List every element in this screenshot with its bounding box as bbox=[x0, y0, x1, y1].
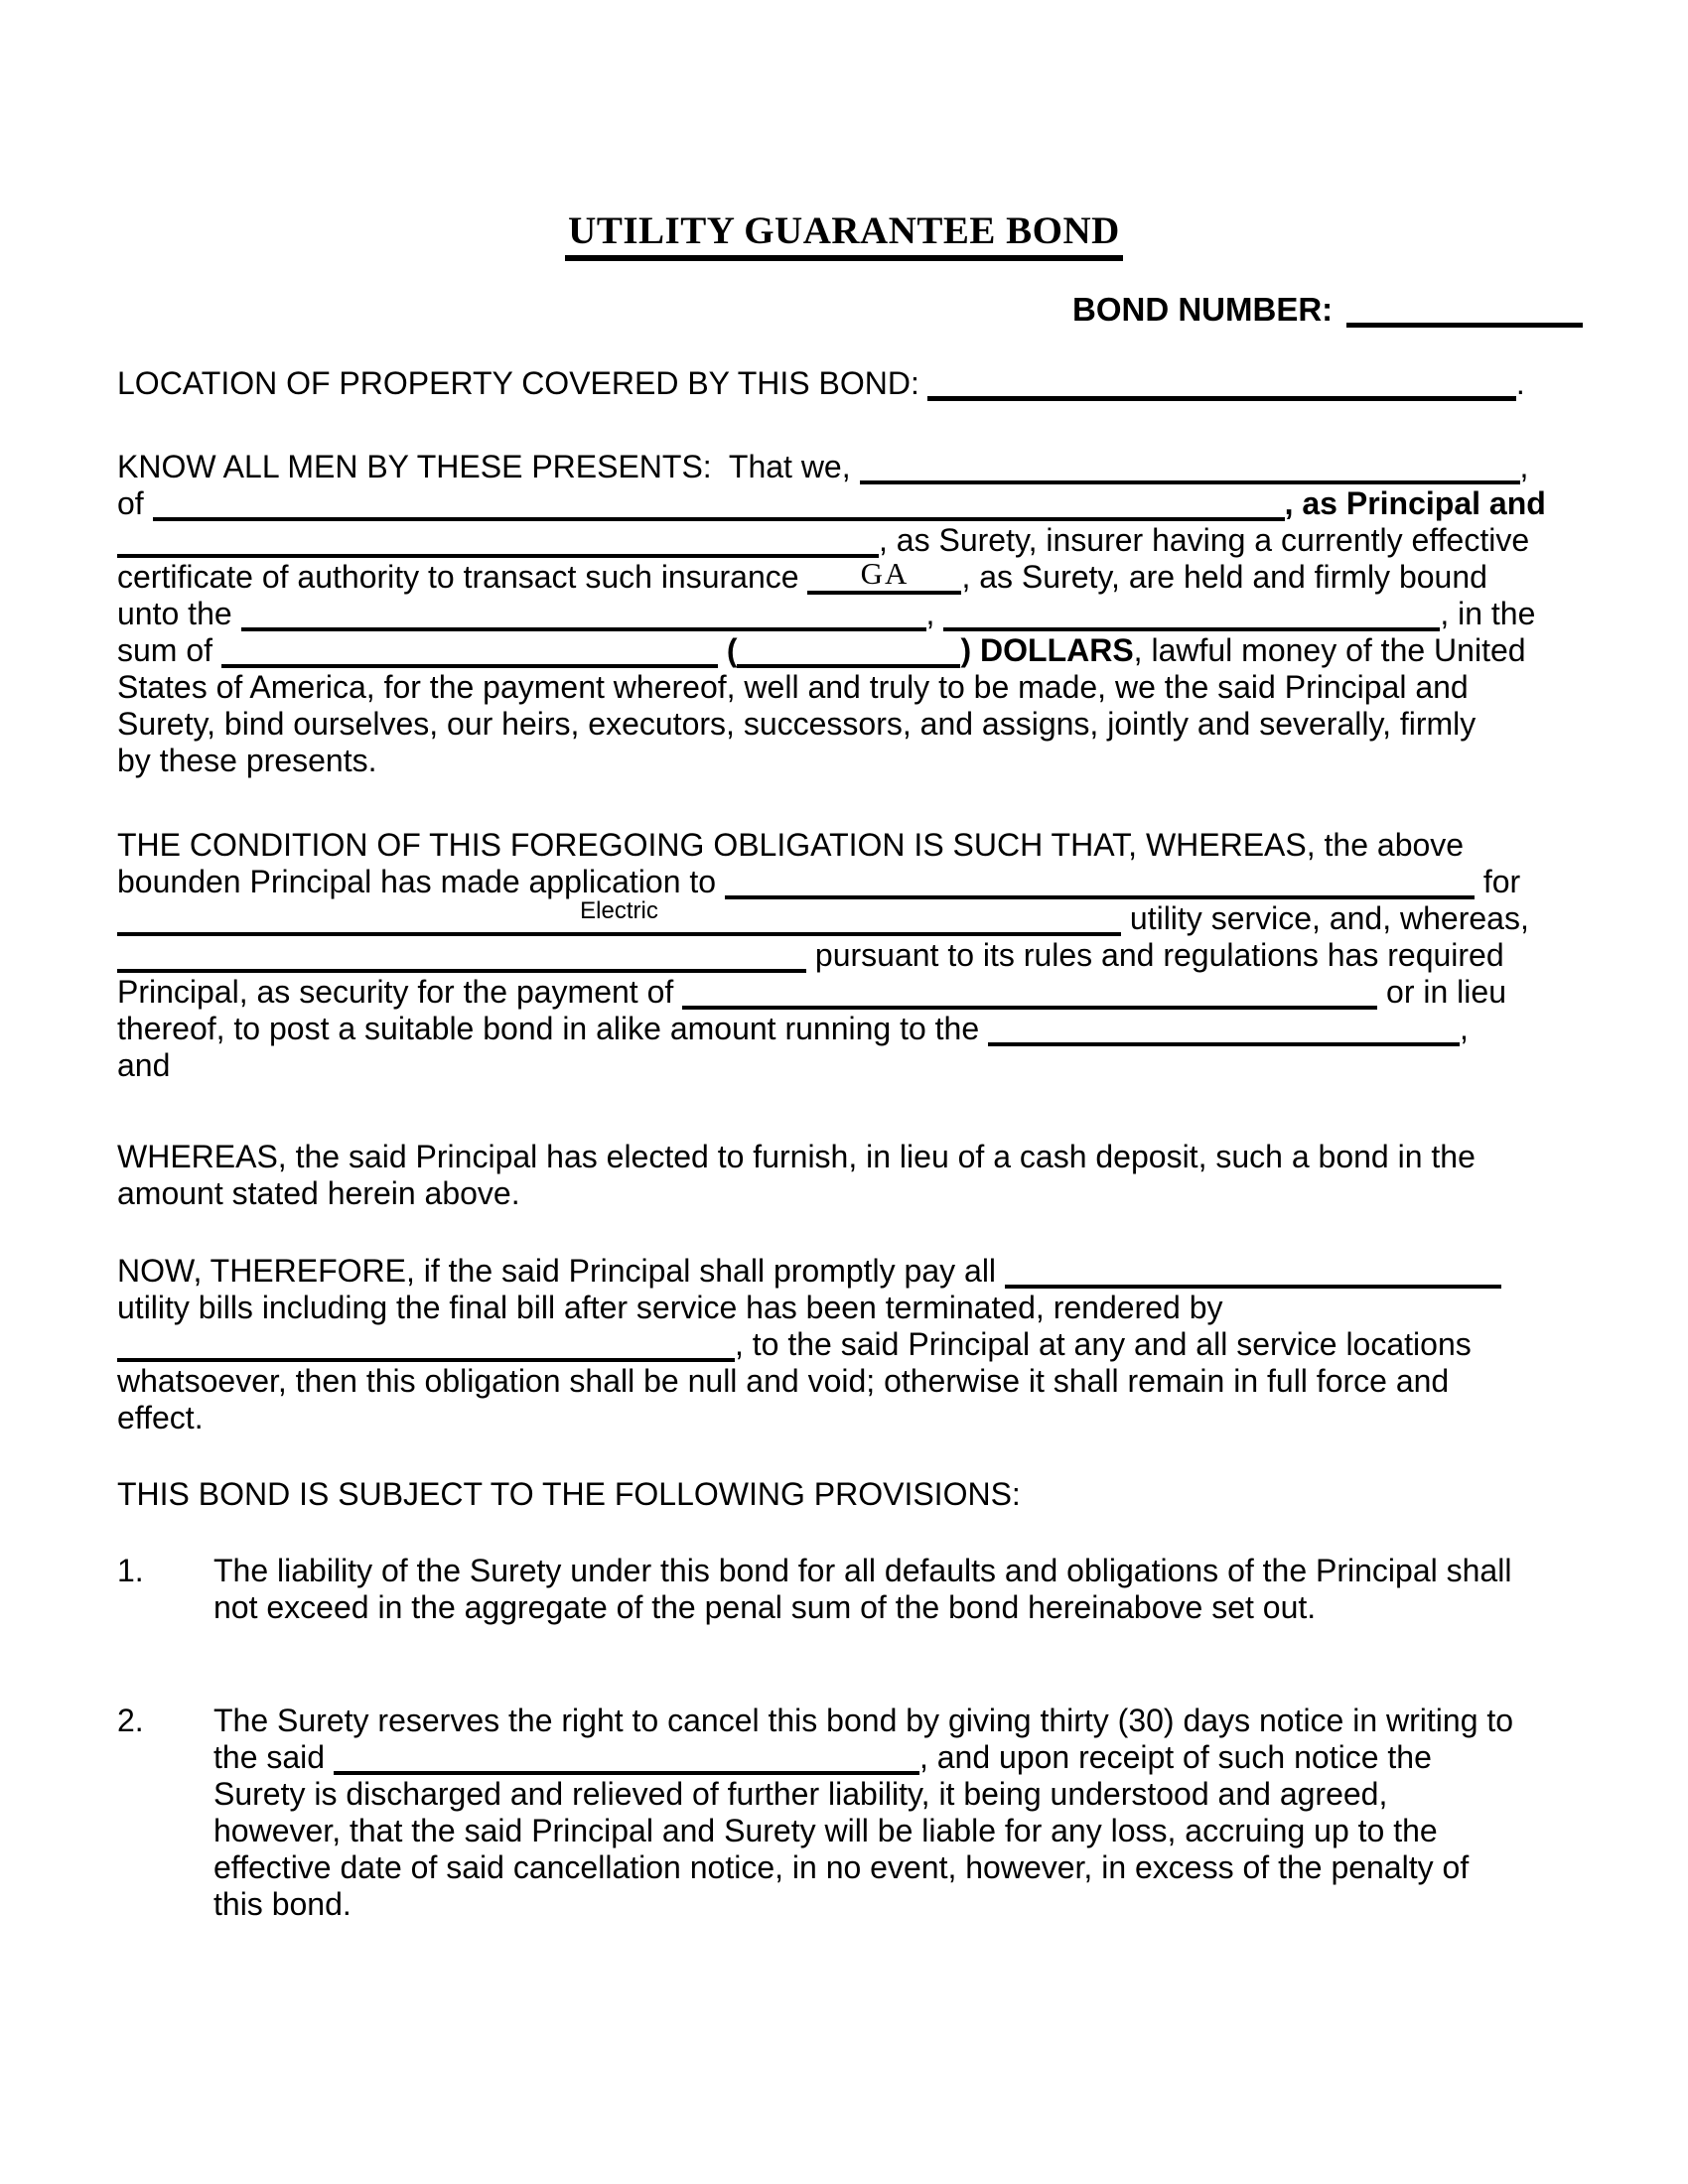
text-run: THE CONDITION OF THIS FOREGOING OBLIGATION IS SUCH THAT, WHEREAS, the above bbox=[117, 827, 1465, 863]
principal-address-field[interactable] bbox=[153, 487, 1285, 521]
payment-of-field[interactable] bbox=[682, 976, 1377, 1010]
sum-written-field[interactable] bbox=[221, 634, 718, 668]
text-run: , bbox=[925, 596, 944, 631]
text-line bbox=[117, 864, 1529, 900]
text-run: or in lieu bbox=[1377, 974, 1506, 1010]
insurance-state-field[interactable] bbox=[807, 556, 961, 595]
text-line bbox=[117, 974, 1529, 1011]
text-run: certificate of authority to transact such insurance bbox=[117, 559, 808, 595]
text-line bbox=[117, 449, 1546, 485]
obligee-city-field[interactable] bbox=[943, 598, 1440, 631]
rendered-by-field[interactable] bbox=[117, 1328, 735, 1362]
text-line bbox=[117, 1476, 1021, 1513]
text-line bbox=[117, 1253, 1501, 1290]
sum-numeric-field[interactable] bbox=[737, 634, 960, 668]
text-run: unto the bbox=[117, 596, 241, 631]
text-line bbox=[117, 485, 1546, 522]
text-run: Principal, as security for the payment of bbox=[117, 974, 683, 1010]
text-run: whatsoever, then this obligation shall be null and void; otherwise it shall remain in full force and bbox=[117, 1363, 1450, 1399]
text-run: the said bbox=[213, 1739, 334, 1775]
text-run: of bbox=[117, 485, 153, 521]
text-run: by these presents. bbox=[117, 743, 377, 778]
item-text bbox=[213, 1553, 1511, 1626]
provision-2 bbox=[117, 1703, 1513, 1923]
text-run: thereof, to post a suitable bond in alike amount running to the bbox=[117, 1011, 989, 1046]
text-run: bounden Principal has made application to bbox=[117, 864, 725, 899]
text-line bbox=[117, 1011, 1529, 1047]
text-run: ) DOLLARS bbox=[960, 632, 1134, 668]
filled-value: Electric bbox=[580, 897, 658, 924]
text-line bbox=[117, 1175, 1476, 1212]
opening-paragraph bbox=[117, 449, 1546, 779]
text-run: , bbox=[1460, 1011, 1469, 1046]
text-run: KNOW ALL MEN BY THESE PRESENTS: That we, bbox=[117, 449, 860, 484]
text-line bbox=[117, 706, 1546, 743]
text-line bbox=[213, 1813, 1513, 1849]
text-line bbox=[117, 897, 1529, 937]
text-run: WHEREAS, the said Principal has elected to furnish, in lieu of a cash deposit, such a bond in the bbox=[117, 1139, 1476, 1174]
document-title: UTILITY GUARANTEE BOND bbox=[565, 209, 1123, 261]
text-line bbox=[213, 1776, 1513, 1813]
bond-number-field[interactable] bbox=[1346, 293, 1583, 328]
text-run: , in the bbox=[1440, 596, 1536, 631]
filled-value: GA bbox=[860, 556, 910, 591]
utility-type-field[interactable] bbox=[117, 897, 1121, 936]
text-run: , as Principal and bbox=[1284, 485, 1546, 521]
text-line bbox=[117, 632, 1546, 669]
text-line bbox=[213, 1703, 1513, 1739]
location-period: . bbox=[1515, 365, 1525, 401]
text-run: sum of bbox=[117, 632, 221, 668]
text-line bbox=[117, 669, 1546, 706]
text-run: however, that the said Principal and Surety will be liable for any loss, accruing up to the bbox=[213, 1813, 1438, 1848]
item-number: 1. bbox=[117, 1553, 144, 1588]
cancel-notice-recipient-field[interactable] bbox=[334, 1741, 919, 1775]
location-row bbox=[117, 365, 1525, 402]
text-run: NOW, THEREFORE, if the said Principal shall promptly pay all bbox=[117, 1253, 1005, 1289]
text-run: The Surety reserves the right to cancel this bond by giving thirty (30) days notice in writing to bbox=[213, 1703, 1514, 1738]
location-field[interactable] bbox=[927, 366, 1516, 401]
text-line bbox=[117, 1326, 1501, 1363]
text-line bbox=[117, 937, 1529, 974]
text-line bbox=[117, 1047, 1529, 1084]
text-line bbox=[117, 827, 1529, 864]
text-run: Surety is discharged and relieved of further liability, it being understood and agreed, bbox=[213, 1776, 1388, 1812]
text-run: for bbox=[1474, 864, 1521, 899]
surety-name-field[interactable] bbox=[117, 524, 879, 558]
text-line bbox=[213, 1739, 1513, 1776]
text-line bbox=[117, 1139, 1476, 1175]
text-line bbox=[117, 1363, 1501, 1400]
text-run: ( bbox=[726, 632, 738, 668]
location-label: LOCATION OF PROPERTY COVERED BY THIS BOND: bbox=[117, 365, 919, 401]
text-line bbox=[213, 1553, 1511, 1589]
text-run: pursuant to its rules and regulations has required bbox=[806, 937, 1504, 973]
text-line bbox=[213, 1886, 1513, 1923]
bond-number-label: BOND NUMBER: bbox=[1072, 291, 1334, 328]
text-run: amount stated herein above. bbox=[117, 1175, 520, 1211]
provisions-heading bbox=[117, 1476, 1021, 1513]
text-line bbox=[117, 596, 1546, 632]
text-run: , bbox=[1519, 449, 1529, 484]
text-run: States of America, for the payment whereof, well and truly to be made, we the said Principal and bbox=[117, 669, 1469, 705]
text-run: effect. bbox=[117, 1400, 204, 1435]
text-run: THIS BOND IS SUBJECT TO THE FOLLOWING PROVISIONS: bbox=[117, 1476, 1021, 1512]
text-run: Surety, bind ourselves, our heirs, executors, successors, and assigns, jointly and severally, firmly bbox=[117, 706, 1477, 742]
text-line bbox=[117, 522, 1546, 559]
text-run: , and upon receipt of such notice the bbox=[918, 1739, 1432, 1775]
pay-all-field[interactable] bbox=[1005, 1255, 1501, 1289]
obligee-name-field[interactable] bbox=[241, 598, 926, 631]
text-run: The liability of the Surety under this bond for all defaults and obligations of the Principal shall bbox=[213, 1553, 1512, 1588]
whereas-paragraph bbox=[117, 1139, 1476, 1212]
text-line bbox=[117, 1400, 1501, 1436]
principal-name-field[interactable] bbox=[860, 451, 1520, 484]
bond-number-row bbox=[1072, 291, 1583, 329]
text-run: and bbox=[117, 1047, 171, 1083]
text-line bbox=[213, 1589, 1511, 1626]
running-to-field[interactable] bbox=[988, 1013, 1460, 1046]
text-run: , to the said Principal at any and all service locations bbox=[735, 1326, 1472, 1362]
condition-paragraph bbox=[117, 827, 1529, 1084]
text-run: , as Surety, are held and firmly bound bbox=[961, 559, 1487, 595]
text-line bbox=[117, 1290, 1501, 1326]
text-line bbox=[213, 1849, 1513, 1886]
title-row bbox=[0, 208, 1688, 253]
provision-1 bbox=[117, 1553, 1511, 1626]
text-line bbox=[117, 743, 1546, 779]
text-run: utility service, and, whereas, bbox=[1121, 900, 1529, 936]
text-run: utility bills including the final bill after service has been terminated, rendered by bbox=[117, 1290, 1223, 1325]
now-therefore-paragraph bbox=[117, 1253, 1501, 1436]
text-run: , as Surety, insurer having a currently effective bbox=[879, 522, 1530, 558]
utility-company-field[interactable] bbox=[725, 866, 1475, 899]
item-number: 2. bbox=[117, 1703, 144, 1738]
text-line bbox=[117, 556, 1546, 596]
item-text bbox=[213, 1703, 1513, 1923]
text-run bbox=[718, 632, 727, 668]
text-run: effective date of said cancellation notice, in no event, however, in excess of the penalty of bbox=[213, 1849, 1470, 1885]
utility-company-repeat-field[interactable] bbox=[117, 939, 806, 973]
text-run: , lawful money of the United bbox=[1133, 632, 1526, 668]
text-run: not exceed in the aggregate of the penal sum of the bond hereinabove set out. bbox=[213, 1589, 1317, 1625]
text-run: this bond. bbox=[213, 1886, 352, 1922]
